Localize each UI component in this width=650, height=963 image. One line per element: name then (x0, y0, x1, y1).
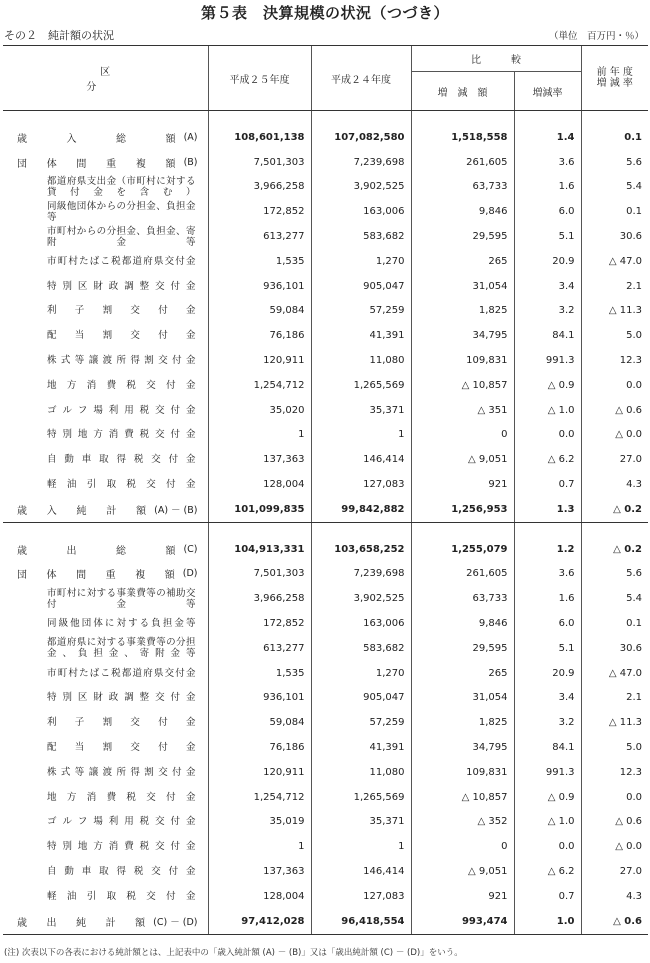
cell-prev: 0.0 (581, 785, 648, 810)
row-label (3, 735, 208, 760)
table-row (3, 274, 648, 299)
table-row (3, 373, 648, 398)
table-row (3, 586, 648, 611)
cell-diff: 0 (411, 423, 514, 448)
cell-prev: △ 0.2 (581, 497, 648, 522)
row-label-text: 特別区財政調整交付金 (47, 692, 196, 704)
cell-h24: 1,270 (311, 661, 411, 686)
cell-rate: 6.0 (514, 199, 581, 224)
cell-h24: 583,682 (311, 636, 411, 661)
cell-rate: 0.0 (514, 423, 581, 448)
cell-rate: 3.2 (514, 710, 581, 735)
cell-h25: 613,277 (208, 636, 311, 661)
cell-h24: 11,080 (311, 760, 411, 785)
row-label (3, 199, 208, 224)
cell-h24: 107,082,580 (311, 125, 411, 150)
row-label (3, 760, 208, 785)
cell-h25: 172,852 (208, 611, 311, 636)
cell-prev: 12.3 (581, 760, 648, 785)
cell-prev: 27.0 (581, 447, 648, 472)
row-label (3, 423, 208, 448)
cell-h24: 127,083 (311, 884, 411, 909)
cell-diff: 261,605 (411, 562, 514, 587)
cell-rate: 991.3 (514, 760, 581, 785)
cell-diff: 63,733 (411, 175, 514, 200)
cell-diff: 921 (411, 884, 514, 909)
cell-h24: 146,414 (311, 859, 411, 884)
row-label-text: 歳入純計額 (17, 505, 147, 517)
row-label-text: 市町村に対する事業費等の補助交付金等 (47, 587, 196, 610)
cell-rate: 20.9 (514, 661, 581, 686)
cell-h25: 1,535 (208, 249, 311, 274)
cell-diff: 0 (411, 834, 514, 859)
cell-rate: 84.1 (514, 735, 581, 760)
table-row (3, 447, 648, 472)
row-label (3, 909, 208, 934)
cell-h24: 163,006 (311, 199, 411, 224)
row-label (3, 686, 208, 711)
row-label (3, 661, 208, 686)
table-row (3, 834, 648, 859)
cell-rate: 1.2 (514, 537, 581, 562)
cell-h25: 59,084 (208, 299, 311, 324)
cell-diff: 1,256,953 (411, 497, 514, 522)
cell-rate: 3.6 (514, 562, 581, 587)
row-label-text: 歳出純計額 (17, 917, 146, 929)
cell-diff: 31,054 (411, 686, 514, 711)
cell-diff: 31,054 (411, 274, 514, 299)
cell-prev: △ 11.3 (581, 299, 648, 324)
row-label (3, 537, 208, 562)
table-row (3, 735, 648, 760)
cell-h25: 172,852 (208, 199, 311, 224)
table-row (3, 859, 648, 884)
cell-h25: 936,101 (208, 686, 311, 711)
cell-prev: △ 47.0 (581, 249, 648, 274)
row-label-text: 市町村たばこ税都道府県交付金 (47, 667, 196, 679)
cell-diff: 1,825 (411, 710, 514, 735)
row-mark: (C) － (D) (153, 917, 198, 929)
cell-h24: 99,842,882 (311, 497, 411, 522)
cell-h24: 35,371 (311, 810, 411, 835)
row-label-text: 団体間重複額 (17, 570, 175, 582)
table-row (3, 810, 648, 835)
cell-diff: 34,795 (411, 735, 514, 760)
revenue-section (3, 111, 648, 523)
cell-rate: 5.1 (514, 224, 581, 249)
row-label-text: 特別地方消費税交付金 (47, 429, 196, 441)
cell-h25: 97,412,028 (208, 909, 311, 934)
row-label-text: ゴルフ場利用税交付金 (47, 816, 196, 828)
cell-rate: 1.6 (514, 586, 581, 611)
cell-h24: 11,080 (311, 348, 411, 373)
row-label (3, 125, 208, 150)
table-row (3, 199, 648, 224)
table-row (3, 299, 648, 324)
cell-prev: △ 0.2 (581, 537, 648, 562)
cell-prev: 5.4 (581, 175, 648, 200)
page-title: 第５表 決算規模の状況（つづき） (200, 4, 449, 22)
table-row (3, 398, 648, 423)
table-row (3, 249, 648, 274)
row-label (3, 373, 208, 398)
cell-h25: 613,277 (208, 224, 311, 249)
row-label (3, 348, 208, 373)
header-hikaku: 比 較 (411, 46, 581, 72)
cell-h25: 35,019 (208, 810, 311, 835)
cell-h25: 1 (208, 423, 311, 448)
row-label (3, 562, 208, 587)
cell-prev: 30.6 (581, 224, 648, 249)
row-label (3, 224, 208, 249)
cell-diff: 29,595 (411, 636, 514, 661)
row-label-text: 地方消費税交付金 (47, 379, 196, 391)
row-label-text: 市町村たばこ税都道府県交付金 (47, 255, 196, 267)
table-row (3, 661, 648, 686)
cell-h25: 3,966,258 (208, 175, 311, 200)
row-label (3, 884, 208, 909)
row-mark: (A) － (B) (154, 505, 198, 517)
row-label (3, 785, 208, 810)
cell-rate: 3.6 (514, 150, 581, 175)
table-subtitle: その２ 純計額の状況 (4, 29, 114, 42)
net-amount-table (3, 45, 648, 935)
cell-rate: 20.9 (514, 249, 581, 274)
row-label (3, 586, 208, 611)
cell-prev: △ 0.0 (581, 834, 648, 859)
cell-rate: 3.4 (514, 274, 581, 299)
cell-h25: 35,020 (208, 398, 311, 423)
expenditure-section (3, 522, 648, 934)
cell-h25: 108,601,138 (208, 125, 311, 150)
cell-h24: 127,083 (311, 472, 411, 497)
table-row (3, 497, 648, 522)
table-row (3, 125, 648, 150)
table-row (3, 423, 648, 448)
row-mark: (B) (183, 156, 198, 168)
row-label-text: 自動車取得税交付金 (47, 866, 196, 877)
cell-h25: 137,363 (208, 447, 311, 472)
row-label (3, 810, 208, 835)
row-label-text: 特別地方消費税交付金 (47, 841, 196, 853)
row-label-text: 自動車取得税交付金 (47, 454, 196, 466)
cell-h24: 57,259 (311, 299, 411, 324)
cell-diff: △ 9,051 (411, 859, 514, 884)
cell-rate: 0.7 (514, 884, 581, 909)
cell-diff: 1,825 (411, 299, 514, 324)
cell-prev: △ 0.0 (581, 423, 648, 448)
cell-h24: 57,259 (311, 710, 411, 735)
cell-h25: 120,911 (208, 348, 311, 373)
cell-rate: △ 0.9 (514, 785, 581, 810)
cell-h24: 1,265,569 (311, 785, 411, 810)
cell-prev: △ 11.3 (581, 710, 648, 735)
row-label-text: 利子割交付金 (47, 717, 196, 729)
row-label (3, 323, 208, 348)
row-label (3, 636, 208, 661)
cell-diff: 109,831 (411, 760, 514, 785)
row-label-text: ゴルフ場利用税交付金 (47, 404, 196, 416)
table-row (3, 537, 648, 562)
cell-h25: 1 (208, 834, 311, 859)
cell-prev: △ 0.6 (581, 398, 648, 423)
cell-prev: 2.1 (581, 686, 648, 711)
cell-prev: 5.6 (581, 150, 648, 175)
cell-diff: 63,733 (411, 586, 514, 611)
row-label (3, 249, 208, 274)
row-mark: (C) (183, 543, 198, 555)
cell-diff: 261,605 (411, 150, 514, 175)
cell-prev: 5.0 (581, 735, 648, 760)
cell-rate: 1.3 (514, 497, 581, 522)
header-zougen: 増 減 額 (411, 72, 514, 111)
cell-h24: 41,391 (311, 735, 411, 760)
row-label-text: 地方消費税交付金 (47, 791, 196, 803)
table-row (3, 224, 648, 249)
row-label (3, 497, 208, 522)
cell-h24: 7,239,698 (311, 562, 411, 587)
cell-diff: 29,595 (411, 224, 514, 249)
cell-prev: 5.0 (581, 323, 648, 348)
cell-prev: 0.1 (581, 125, 648, 150)
row-label (3, 834, 208, 859)
cell-h25: 137,363 (208, 859, 311, 884)
row-label-text: 軽油引取税交付金 (47, 890, 196, 902)
cell-diff: 1,518,558 (411, 125, 514, 150)
cell-rate: 0.7 (514, 472, 581, 497)
cell-rate: 5.1 (514, 636, 581, 661)
cell-h24: 96,418,554 (311, 909, 411, 934)
row-label (3, 472, 208, 497)
header-h24: 平成２４年度 (311, 46, 411, 111)
cell-h24: 905,047 (311, 686, 411, 711)
cell-diff: △ 10,857 (411, 373, 514, 398)
cell-rate: 1.0 (514, 909, 581, 934)
cell-h25: 120,911 (208, 760, 311, 785)
table-row (3, 686, 648, 711)
row-label-text: 特別区財政調整交付金 (47, 280, 196, 292)
cell-h25: 1,254,712 (208, 373, 311, 398)
cell-h24: 1 (311, 423, 411, 448)
table-row (3, 611, 648, 636)
cell-prev: 12.3 (581, 348, 648, 373)
row-label-text: 株式等譲渡所得割交付金 (47, 355, 196, 367)
table-row (3, 348, 648, 373)
cell-rate: 1.6 (514, 175, 581, 200)
row-label-text: 軽油引取税交付金 (47, 479, 196, 491)
cell-prev: △ 0.6 (581, 909, 648, 934)
cell-h25: 128,004 (208, 884, 311, 909)
cell-diff: △ 351 (411, 398, 514, 423)
cell-prev: 0.0 (581, 373, 648, 398)
cell-rate: △ 1.0 (514, 398, 581, 423)
cell-rate: 1.4 (514, 125, 581, 150)
cell-h24: 35,371 (311, 398, 411, 423)
cell-h25: 3,966,258 (208, 586, 311, 611)
cell-h24: 41,391 (311, 323, 411, 348)
cell-h24: 3,902,525 (311, 586, 411, 611)
cell-diff: 993,474 (411, 909, 514, 934)
row-label (3, 150, 208, 175)
table-row (3, 636, 648, 661)
cell-rate: △ 6.2 (514, 859, 581, 884)
cell-rate: △ 6.2 (514, 447, 581, 472)
header-kubun: 区 分 (3, 46, 208, 111)
cell-rate: 6.0 (514, 611, 581, 636)
table-row (3, 710, 648, 735)
row-label-text: 利子割交付金 (47, 305, 196, 317)
cell-rate: △ 1.0 (514, 810, 581, 835)
cell-prev: 30.6 (581, 636, 648, 661)
row-label-text: 歳 入 総 額 (17, 133, 176, 145)
table-row (3, 175, 648, 200)
cell-diff: △ 352 (411, 810, 514, 835)
row-label-text: 都道府県支出金（市町村に対する貸付金を含む） (47, 175, 196, 198)
header-zougenritsu: 増減率 (514, 72, 581, 111)
cell-h24: 7,239,698 (311, 150, 411, 175)
cell-diff: 265 (411, 661, 514, 686)
cell-prev: 27.0 (581, 859, 648, 884)
row-mark: (A) (183, 131, 198, 143)
cell-rate: 0.0 (514, 834, 581, 859)
cell-h25: 7,501,303 (208, 150, 311, 175)
cell-h25: 59,084 (208, 710, 311, 735)
cell-prev: 5.4 (581, 586, 648, 611)
cell-diff: 1,255,079 (411, 537, 514, 562)
cell-prev: 0.1 (581, 199, 648, 224)
cell-prev: △ 47.0 (581, 661, 648, 686)
row-label (3, 611, 208, 636)
table-row (3, 760, 648, 785)
cell-h24: 163,006 (311, 611, 411, 636)
unit-note: （単位 百万円・％） (548, 31, 644, 42)
cell-h25: 101,099,835 (208, 497, 311, 522)
cell-h24: 1,270 (311, 249, 411, 274)
cell-h25: 1,535 (208, 661, 311, 686)
cell-h24: 103,658,252 (311, 537, 411, 562)
cell-rate: 991.3 (514, 348, 581, 373)
row-label (3, 447, 208, 472)
cell-rate: 3.2 (514, 299, 581, 324)
cell-h25: 1,254,712 (208, 785, 311, 810)
table-row (3, 562, 648, 587)
table-row (3, 785, 648, 810)
cell-rate: 84.1 (514, 323, 581, 348)
row-label-text: 同級他団体からの分担金、負担金等 (47, 200, 196, 223)
cell-prev: 0.1 (581, 611, 648, 636)
row-label (3, 710, 208, 735)
cell-diff: 34,795 (411, 323, 514, 348)
cell-prev: △ 0.6 (581, 810, 648, 835)
cell-h24: 3,902,525 (311, 175, 411, 200)
table-row (3, 472, 648, 497)
table-row (3, 323, 648, 348)
table-row (3, 884, 648, 909)
cell-h25: 128,004 (208, 472, 311, 497)
header-prev-rate: 前 年 度 増 減 率 (581, 46, 648, 111)
row-label (3, 859, 208, 884)
row-label (3, 398, 208, 423)
row-label (3, 175, 208, 200)
cell-diff: △ 10,857 (411, 785, 514, 810)
cell-diff: 9,846 (411, 199, 514, 224)
cell-prev: 5.6 (581, 562, 648, 587)
cell-rate: △ 0.9 (514, 373, 581, 398)
cell-prev: 4.3 (581, 472, 648, 497)
table-row (3, 150, 648, 175)
cell-h25: 936,101 (208, 274, 311, 299)
row-label-text: 都道府県に対する事業費等の分担金、負担金、寄附金等 (47, 637, 196, 660)
header-h25: 平成２５年度 (208, 46, 311, 111)
cell-diff: 109,831 (411, 348, 514, 373)
cell-h25: 7,501,303 (208, 562, 311, 587)
row-label (3, 299, 208, 324)
cell-h25: 76,186 (208, 323, 311, 348)
cell-h24: 1 (311, 834, 411, 859)
cell-prev: 2.1 (581, 274, 648, 299)
cell-diff: 9,846 (411, 611, 514, 636)
cell-rate: 3.4 (514, 686, 581, 711)
row-label-text: 配当割交付金 (47, 742, 196, 754)
row-label (3, 274, 208, 299)
cell-h24: 146,414 (311, 447, 411, 472)
footnote: (注) 次表以下の各表における純計額とは、上記表中の「歳入純計額 (A) － (B)」又は「歳出純計額 (C) － (D)」をいう。 (4, 948, 463, 958)
row-label-text: 配当割交付金 (47, 330, 196, 342)
cell-h25: 76,186 (208, 735, 311, 760)
cell-diff: 921 (411, 472, 514, 497)
cell-h24: 905,047 (311, 274, 411, 299)
table-row (3, 909, 648, 934)
cell-h25: 104,913,331 (208, 537, 311, 562)
row-label-text: 株式等譲渡所得割交付金 (47, 766, 196, 778)
row-label-text: 同級他団体に対する負担金等 (47, 618, 196, 630)
cell-diff: △ 9,051 (411, 447, 514, 472)
row-mark: (D) (182, 568, 198, 580)
cell-h24: 1,265,569 (311, 373, 411, 398)
row-label-text: 市町村からの分担金、負担金、寄附金等 (47, 225, 196, 248)
row-label-text: 歳 出 総 額 (17, 545, 176, 557)
cell-diff: 265 (411, 249, 514, 274)
cell-prev: 4.3 (581, 884, 648, 909)
row-label-text: 団体間重複額 (17, 158, 176, 170)
cell-h24: 583,682 (311, 224, 411, 249)
